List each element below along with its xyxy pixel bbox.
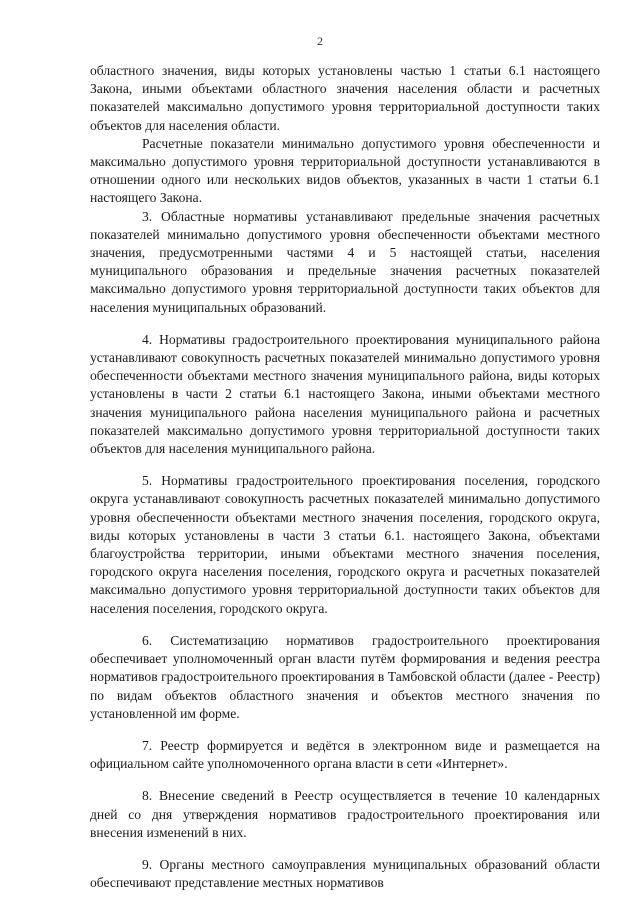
paragraph-3: 3. Областные нормативы устанавливают предельные значения расчетных показателей минимально допустимого уровня обеспеченности объектами местного значения, предусмотренными частями 4 и 5 настоящей статьи, населения муниципального образования и предельные значения расчетных показателей максимально допустимого уровня территориальной доступности таких объектов для населения муниципальных образований. bbox=[90, 208, 600, 315]
paragraph-6: 6. Систематизацию нормативов градостроительного проектирования обеспечивает уполномоченный орган власти путём формирования и ведения реестра нормативов градостроительного проектирования в Тамбовской области (далее - Реестр) по видам объектов областного значения и объектов местного значения по установленной им форме. bbox=[90, 632, 600, 721]
paragraph-continuation: областного значения, виды которых установлены частью 1 статьи 6.1 настоящего Закона, иными объектами областного значения населения области и расчетных показателей максимально допустимого уровня территориальной доступности таких объектов для населения области. bbox=[90, 63, 600, 133]
paragraph-5: 5. Нормативы градостроительного проектирования поселения, городского округа устанавливают совокупность расчетных показателей минимально допустимого уровня обеспеченности объектами местного значения поселения, городского округа, виды которых установлены в части 3 статьи 6.1. настоящего Закона, объектами благоустройства территории, иными объектами местного значения поселения, городского округа населения поселения, городского округа и расчетных показателей максимально допустимого уровня территориальной доступности таких объектов для населения поселения, городского округа. bbox=[90, 473, 600, 616]
page-number: 2 bbox=[317, 34, 323, 48]
paragraph-indicators: Расчетные показатели минимально допустимого уровня обеспеченности и максимально допустимого уровня территориальной доступности устанавливаются в отношении одного или нескольких видов объектов, указанных в части 1 статьи 6.1 настоящего Закона. bbox=[90, 135, 600, 206]
paragraph-7: 7. Реестр формируется и ведётся в электронном виде и размещается на официальном сайте уполномоченного органа власти в сети «Интернет». bbox=[90, 737, 600, 772]
paragraph-8: 8. Внесение сведений в Реестр осуществляется в течение 10 календарных дней со дня утверждения нормативов градостроительного проектирования или внесения изменений в них. bbox=[90, 788, 600, 840]
paragraph-4: 4. Нормативы градостроительного проектирования муниципального района устанавливают совокупность расчетных показателей минимально допустимого уровня обеспеченности объектами местного значения муниципального района, виды которых установлены в части 2 статьи 6.1 настоящего Закона, иными объектами местного значения муниципального района населения муниципального района и расчетных показателей максимально допустимого уровня территориальной доступности таких объектов для населения муниципального района. bbox=[90, 331, 600, 457]
paragraph-9: 9. Органы местного самоуправления муниципальных образований области обеспечивают представление местных нормативов bbox=[90, 856, 600, 891]
document-body bbox=[90, 62, 600, 892]
